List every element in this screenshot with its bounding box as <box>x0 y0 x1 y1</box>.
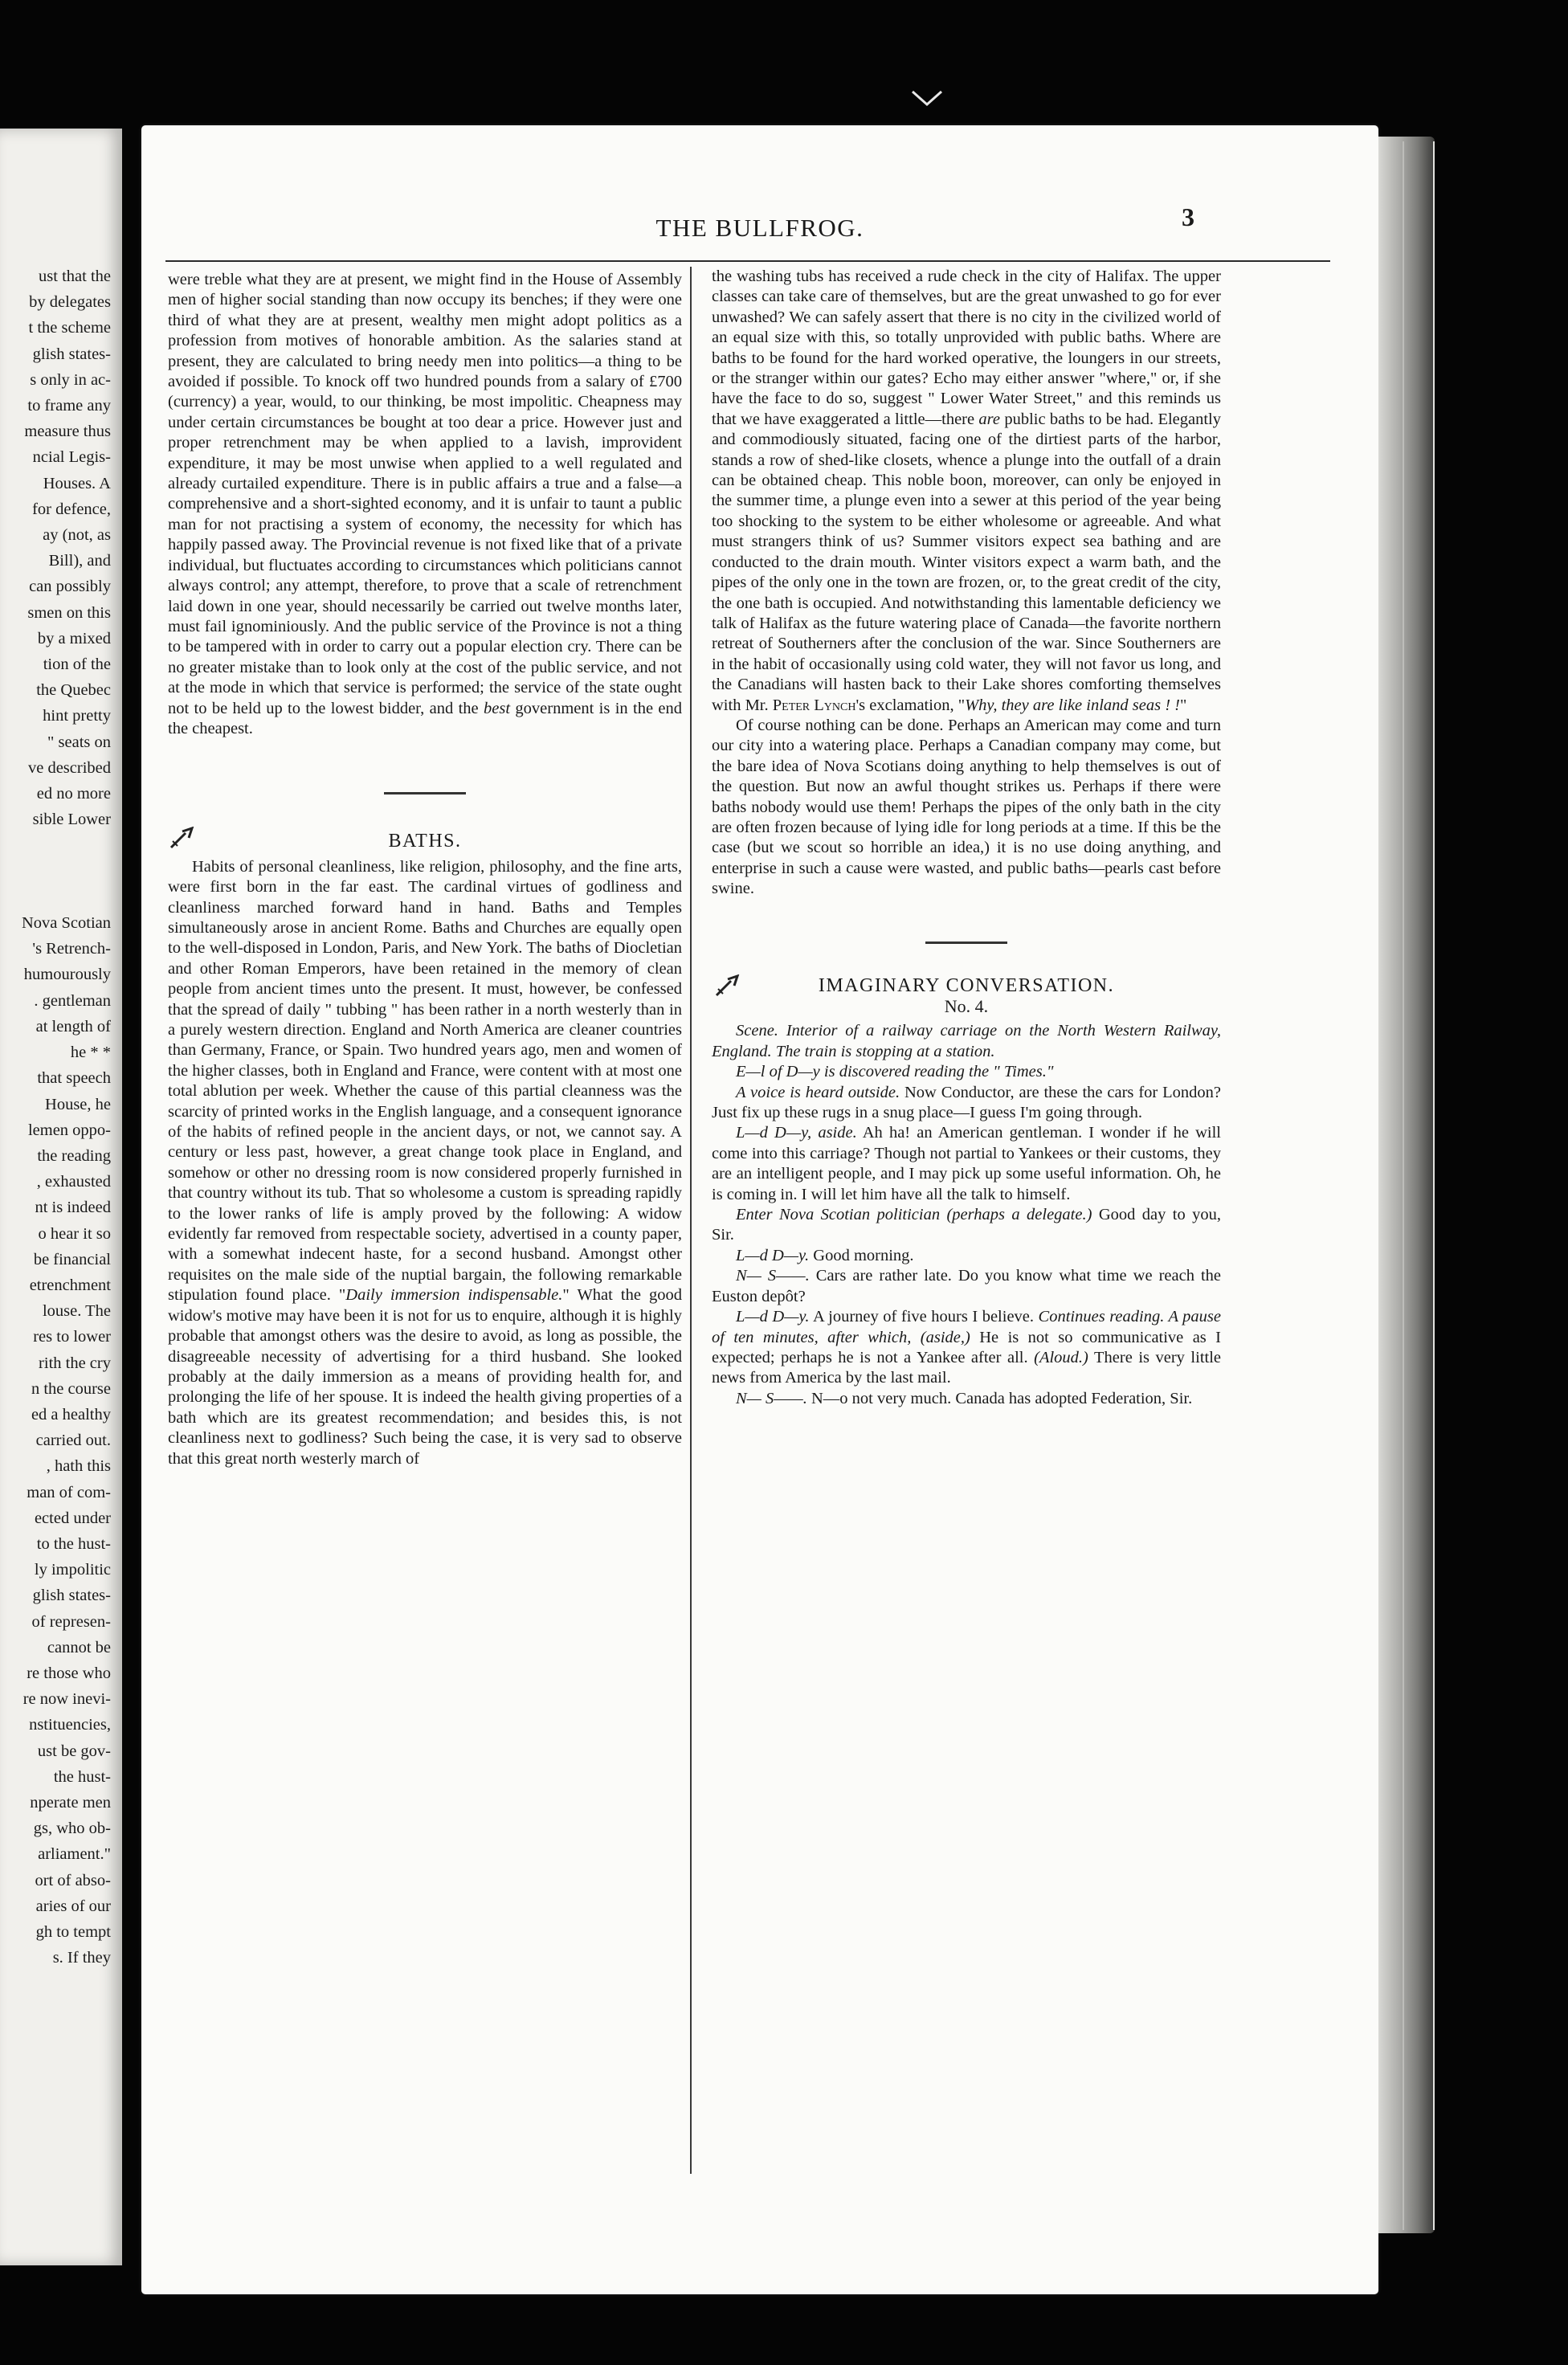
adjacent-page-line: the hust- <box>53 1767 111 1786</box>
left-column <box>168 270 682 1469</box>
adjacent-page-line: carried out. <box>35 1432 111 1450</box>
adjacent-page-line: arliament." <box>38 1845 111 1864</box>
adjacent-page-line: to frame any <box>27 397 111 415</box>
adjacent-page-line: Houses. A <box>43 474 111 492</box>
adjacent-page-line: aries of our <box>35 1897 111 1915</box>
adjacent-page-line: . gentleman <box>34 991 111 1010</box>
dialogue-line <box>712 1266 1221 1307</box>
baths-cont-text-1: the washing tubs has received a rude check in the city of Halifax. The upper classes can take care of themselves, but are the great unwashed to go for ever unwashed? We can safely assert that there is no city in the civilized world of an equal size with this, so totally unprovided with public baths. Where are baths to be found for the hard worked operative, the loungers in our streets, or the stranger within our gates? Echo may either answer "where," or, if she have the face to do so, suggest " Lower Water Street," and this reminds us that we have exaggerated a little—there <box>712 268 1221 428</box>
adjacent-page-line: ed no more <box>36 785 111 803</box>
dialogue-line <box>712 1123 1221 1205</box>
adjacent-page-line: for defence, <box>32 500 111 518</box>
adjacent-page-line: smen on this <box>27 603 111 622</box>
dialogue-text: N—o not very much. Canada has adopted Federation, Sir. <box>811 1389 1193 1407</box>
adjacent-page-line: , hath this <box>46 1457 111 1476</box>
speaker-label: A voice is heard outside. <box>736 1083 900 1101</box>
dialogue-text: Now Conductor, are these the cars for London? Just fix up these rugs in a snug place—I guess I'm going through. <box>712 1083 1221 1122</box>
speaker-label: L—d D—y. <box>736 1308 810 1326</box>
baths-text-1: Habits of personal cleanliness, like religion, philosophy, and the fine arts, were first born in the far east. The cardinal virtues of godliness and cleanliness marched forward hand in hand. Baths and Temples simultaneously arose in ancient Rome. Baths and Churches are equally open to the well-disposed in London, Paris, and New York. The baths of Diocletian and other Roman Emperors, have been retained in the memory of clean people from ancient times unto the present. It must, however, be confessed that the spread of daily " tubbing " has been rather in a north westerly than in a purely western direction. England and North America are cleaner countries than Germany, France, or Spain. Two hundred years ago, men and women of the higher classes, both in England and France, were content with at most one total ablution per week. Whether the cause of this partial cleanness was the scarcity of printed works in the English language, and a consequent ignorance of the habits of refined people in the ancient days, or not, we cannot say. A century or less past, however, a great change took place in England, and somehow or other no dressing room is now considered properly furnished in that country without its tub. That so wholesome a custom is spreading rapidly to the lower ranks of life is amply proved by the following: A widow evidently far removed from respectable society, advertised in a county paper, with a somewhat indecent haste, for a second husband. Amongst other requisites on the male side of the nuptial bargain, the following remarkable stipulation found place. " <box>168 857 682 1305</box>
dialogue-line <box>712 1246 1221 1266</box>
adjacent-page-line: ected under <box>34 1509 111 1527</box>
adjacent-page-line: to the hust- <box>36 1534 111 1553</box>
lynch-post: " <box>1180 696 1187 714</box>
baths-text-2: " What the good widow's motive may have been it is not for us to enquire, although it is highly probable that amongst others was the desire to avoid, as long as possible, the disagreeable necessity of advertising for a third husband. She looked probably at the daily immersion as a means of providing health for, and prolonging the life of her spouse. It is indeed the health giving properties of a bath which are its greatest recommendation; and besides this, is not cleanliness next to godliness? Such being the case, it is very sad to observe that this great north westerly march of <box>168 1286 683 1468</box>
adjacent-page-line: nstituencies, <box>29 1716 111 1734</box>
adjacent-page-line: t the scheme <box>28 319 111 337</box>
intro-emphasis: best <box>484 699 511 717</box>
adjacent-page-line: res to lower <box>33 1328 111 1346</box>
baths-continued-paragraph <box>712 267 1221 716</box>
adjacent-page-line: cannot be <box>47 1638 111 1656</box>
adjacent-page-line: etrenchment <box>29 1276 111 1294</box>
quill-mark-icon <box>168 827 197 851</box>
baths-cont-text-2: public baths to be had. Elegantly and commodiously situated, facing one of the dirtiest parts of the harbor, stands a row of shed-like closets, whence a plunge into the outfall of a drain can be obtained cheap. This noble boon, moreover, can only be enjoyed in the summer time, a plunge even into a sewer at this period of the year being too shocking to the system to be either wholesome or agreeable. And what must strangers think of us? Summer visitors expect sea bathing and are conducted to the drain mouth. Winter visitors expect a warm bath, and the pipes of the only one in the town are frozen, or, to the great credit of the city, the one bath is occupied. And notwithstanding this lamentable deficiency we talk of Halifax as the future watering place of Canada—the favorite northern retreat of Southerners after the conclusion of the war. Since Southerners are in the habit of occasionally using cold water, they will not favor us long, and the Canadians will hasten back to their Lake shores comforting themselves with Mr. <box>712 410 1222 714</box>
speaker-label: L—d D—y. <box>736 1246 810 1264</box>
dialogue-text: Good morning. <box>813 1246 914 1264</box>
adjacent-page-line: lemen oppo- <box>27 1121 111 1139</box>
emphasis-are: are <box>978 410 1000 428</box>
adjacent-page-line: nt is indeed <box>35 1199 111 1217</box>
newspaper-page <box>141 125 1378 2294</box>
conversation-number: No. 4. <box>944 996 989 1016</box>
adjacent-page-line <box>0 859 111 884</box>
adjacent-page-line: 's Retrench- <box>32 940 111 958</box>
adjacent-page-line: louse. The <box>42 1302 111 1321</box>
conversation-heading <box>712 976 1221 996</box>
adjacent-page-line: glish states- <box>32 1587 111 1605</box>
adjacent-page-line: ve described <box>27 758 111 777</box>
baths-paragraph <box>168 857 682 1469</box>
adjacent-page-line: ort of abso- <box>35 1871 111 1889</box>
scene-label: Scene. <box>736 1022 778 1040</box>
dialogue-line <box>712 1083 1221 1124</box>
stage-direction: (Aloud.) <box>1034 1348 1088 1366</box>
stage-direction: E—l of D—y is discovered reading the " Times." <box>736 1063 1054 1081</box>
baths-title: BATHS. <box>388 831 462 852</box>
adjacent-page-line: can possibly <box>29 578 111 596</box>
dialogue-text: Good day to you, Sir. <box>712 1206 1221 1244</box>
person-name: Peter Lynch <box>772 696 856 714</box>
dialogue-text: There is very little news from America by the last mail. <box>712 1348 1222 1387</box>
adjacent-page-line: nperate men <box>30 1793 111 1812</box>
adjacent-page-line: ly impolitic <box>34 1561 111 1579</box>
dialogue-text: He is not so communicative as I expected; perhaps he is not a Yankee after all. <box>712 1328 1222 1366</box>
adjacent-page-line: of represen- <box>31 1612 111 1631</box>
adjacent-page-line: rith the cry <box>39 1354 111 1372</box>
adjacent-page-text <box>0 263 111 1971</box>
speaker-label: N— S——. <box>736 1389 807 1407</box>
adjacent-page-line: the reading <box>37 1146 111 1165</box>
stage-direction: Continues reading. A pause of ten minutes, after which, (aside,) <box>712 1308 1222 1346</box>
lynch-pre: 's exclamation, " <box>855 696 966 714</box>
intro-text: were treble what they are at present, we might find in the House of Assembly men of higher social standing than now occupy its benches; if they were one third of what they are at present, wealthy men might adopt politics as a profession from motives of honorable ambition. As the salaries stand at present, they are calculated to bring needy men into politics—a thing to be avoided if possible. To knock off two hundred pounds from a salary of £700 (currency) a year, would, to our thinking, be most impolitic. Cheapness may under certain circumstances be bought at too dear a price. However just and proper retrenchment may be when applied to a lavish, improvident expenditure, it may be most unwise when applied to a well regulated and already curtailed expenditure. There is in public affairs a true and a false—a comprehensive and a short-sighted economy, and it is unfair to taunt a public man for not practising a system of economy, the necessity for which has happily passed away. The Provincial revenue is not fixed like that of a private individual, but fluctuates according to circumstances which politicians cannot always control; any attempt, therefore, to prove that a scale of retrenchment laid down in one year, should necessarily be carried out twelve months later, must fail ignominiously. And the public service of the Province is not a thing to be tampered with in order to carry out a popular election cry. There can be no greater mistake than to look only at the cost of the public service, and not at the mode in which that service is performed; the service of the state ought not to be held up to the lowest bidder, and the <box>168 271 682 717</box>
stage-direction: Enter Nova Scotian politician (perhaps a delegate.) <box>736 1206 1092 1224</box>
adjacent-page-line: humourously <box>23 966 111 984</box>
adjacent-page-line: n the course <box>31 1379 111 1398</box>
adjacent-page-line: o hear it so <box>38 1224 111 1243</box>
column-rule <box>690 267 692 2174</box>
quill-mark-icon <box>713 974 742 999</box>
page-title: THE BULLFROG. <box>655 214 864 242</box>
page-edge-lines <box>1403 141 1435 2230</box>
speaker-label: N— S——. <box>736 1267 810 1285</box>
adjacent-page-line: ay (not, as <box>43 526 111 545</box>
dialogue-text: Cars are rather late. Do you know what time we reach the Euston depôt? <box>712 1267 1222 1305</box>
dialogue-line <box>712 1389 1221 1409</box>
adjacent-page-line: ust be gov- <box>37 1742 111 1760</box>
adjacent-page-line: s only in ac- <box>30 370 111 389</box>
adjacent-page-line: tion of the <box>43 656 111 674</box>
adjacent-page-line: that speech <box>37 1069 111 1088</box>
dialogue-line <box>712 1205 1221 1246</box>
baths-quote: Daily immersion indispensable. <box>345 1286 563 1305</box>
adjacent-page-line: measure thus <box>24 423 111 441</box>
adjacent-page-line: by a mixed <box>37 629 111 647</box>
adjacent-page-line: Bill), and <box>48 552 111 570</box>
dialogue-text: A journey of five hours I believe. <box>812 1308 1035 1326</box>
adjacent-page-line: the Quebec <box>36 681 111 700</box>
adjacent-page-line: sible Lower <box>32 811 111 829</box>
chevron-down-icon <box>911 90 943 108</box>
adjacent-page-line: by delegates <box>29 293 111 312</box>
page-number: 3 <box>1182 202 1194 231</box>
adjacent-page-line: glish states- <box>32 345 111 363</box>
dialogue-text: Ah ha! an American gentleman. I wonder if he will come into this carriage? Though not partial to Yankees or their customs, they are an intelligent people, and I may pick up some useful information. Oh, he is coming in. I will let him have all the talk to himself. <box>712 1124 1221 1203</box>
adjacent-page-line: " seats on <box>47 733 111 751</box>
adjacent-page-line: gs, who ob- <box>33 1820 111 1838</box>
baths-heading <box>168 831 682 852</box>
conversation-title: IMAGINARY CONVERSATION. <box>818 974 1115 996</box>
adjacent-page-line: ncial Legis- <box>32 448 111 467</box>
adjacent-page-line: at length of <box>35 1017 111 1035</box>
adjacent-page-line: man of com- <box>27 1483 111 1501</box>
adjacent-page-line: re those who <box>27 1664 111 1682</box>
adjacent-page-line: House, he <box>45 1095 111 1113</box>
adjacent-page-line: s. If they <box>52 1949 111 1967</box>
adjacent-page-line: Nova Scotian <box>21 914 111 933</box>
right-column <box>712 267 1221 1409</box>
adjacent-page-line: hint pretty <box>43 707 111 725</box>
speaker-label: L—d D—y, aside. <box>736 1124 857 1142</box>
adjacent-page <box>0 129 122 2265</box>
lynch-quote: Why, they are like inland seas ! ! <box>965 696 1181 714</box>
baths-final-paragraph: Of course nothing can be done. Perhaps an American may come and turn our city into a watering place. Perhaps a Canadian company may come, but the bare idea of Nova Scotians doing anything to help themselves is out of the question. But now an awful thought strikes us. Perhaps if there were baths nobody would use them! Perhaps the pipes of the only bath in the city are often frozen because of lying idle for long periods at a time. If this be the case (but we scout so horrible an idea,) it is no use doing anything, and enterprise in such a cause were wasted, and public baths—pearls cast before swine. <box>712 716 1221 898</box>
adjacent-page-line: he * * <box>70 1044 111 1062</box>
header-rule <box>165 260 1330 262</box>
adjacent-page-line: be financial <box>33 1250 111 1268</box>
adjacent-page-line <box>0 832 111 858</box>
retrenchment-paragraph <box>168 270 682 739</box>
adjacent-page-line: ust that the <box>39 268 111 285</box>
adjacent-page-line: , exhausted <box>36 1173 111 1191</box>
scene-text: Interior of a railway carriage on the North Western Railway, England. The train is stopping at a station. <box>712 1022 1222 1060</box>
adjacent-page-line: gh to tempt <box>35 1923 111 1941</box>
intro-end-text: government is in the end the cheapest. <box>168 699 682 737</box>
adjacent-page-line <box>0 884 111 910</box>
adjacent-page-line: ed a healthy <box>31 1405 111 1423</box>
scene-line <box>712 1021 1221 1062</box>
adjacent-page-line: re now inevi- <box>22 1690 111 1709</box>
dialogue-line <box>712 1307 1221 1389</box>
